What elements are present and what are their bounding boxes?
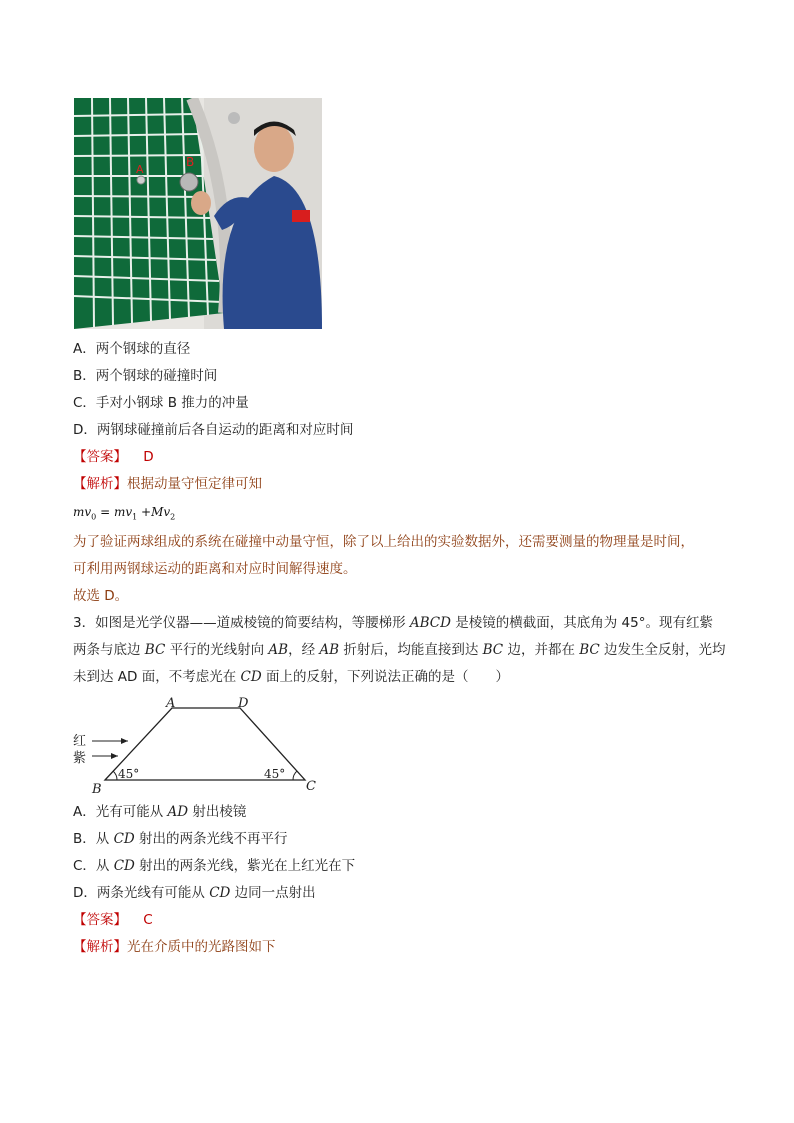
answer-label: 【答案】 [73, 912, 127, 928]
q3-stem-line1: 3．如图是光学仪器——道威棱镜的简要结构，等腰梯形 ABCD 是棱镜的横截面，其底角为 45°。现有红紫 [73, 615, 713, 631]
answer-label: 【答案】 [73, 449, 127, 465]
vertex-a: A [166, 696, 176, 711]
q3-analysis [73, 938, 276, 956]
q2-option-c: C．手对小钢球 B 推力的冲量 [73, 395, 249, 411]
q3-option-a: A．光有可能从 AD 射出棱镜 [73, 804, 247, 820]
analysis-text: 光在介质中的光路图如下 [127, 939, 276, 955]
angle-c-label: 45° [264, 767, 286, 781]
q2-explain-line1: 为了验证两球组成的系统在碰撞中动量守恒，除了以上给出的实验数据外，还需要测量的物理量是时间， [73, 534, 694, 550]
q2-option-a: A．两个钢球的直径 [73, 341, 191, 357]
analysis-text: 根据动量守恒定律可知 [127, 476, 262, 492]
q2-option-d: D．两钢球碰撞前后各自运动的距离和对应时间 [73, 422, 354, 438]
q3-option-c: C．从 CD 射出的两条光线，紫光在上红光在下 [73, 858, 356, 874]
dove-prism-diagram [70, 692, 330, 797]
label-red: 红 [73, 734, 87, 749]
q3-stem-line3: 未到达 AD 面，不考虑光在 CD 面上的反射，下列说法正确的是（ ） [73, 669, 509, 685]
analysis-label: 【解析】 [73, 939, 127, 955]
q3-option-b: B．从 CD 射出的两条光线不再平行 [73, 831, 288, 847]
vertex-b: B [92, 782, 102, 797]
q2-analysis [73, 475, 262, 493]
ball-label-b: B [186, 155, 195, 169]
answer-value: D [143, 449, 154, 465]
q3-stem-line2: 两条与底边 BC 平行的光线射向 AB，经 AB 折射后，均能直接到达 BC 边，并都在 BC 边发生全反射，光均 [73, 642, 726, 658]
q2-conclusion: 故选 D。 [73, 588, 129, 604]
q3-answer [73, 911, 153, 929]
angle-b-label: 45° [118, 767, 140, 781]
label-violet: 紫 [73, 751, 87, 766]
q2-answer [73, 448, 154, 466]
q2-explain-line2: 可利用两钢球运动的距离和对应时间解得速度。 [73, 561, 357, 577]
experiment-photo [74, 98, 322, 329]
ball-label-a: A [136, 163, 144, 176]
momentum-formula: $mv_0 = mv_1 +Mv_2$ [73, 505, 176, 522]
vertex-c: C [306, 779, 316, 794]
q2-option-b: B．两个钢球的碰撞时间 [73, 368, 218, 384]
q3-option-d: D．两条光线有可能从 CD 边同一点射出 [73, 885, 316, 901]
analysis-label: 【解析】 [73, 476, 127, 492]
answer-value: C [143, 912, 153, 928]
vertex-d: D [238, 696, 249, 711]
